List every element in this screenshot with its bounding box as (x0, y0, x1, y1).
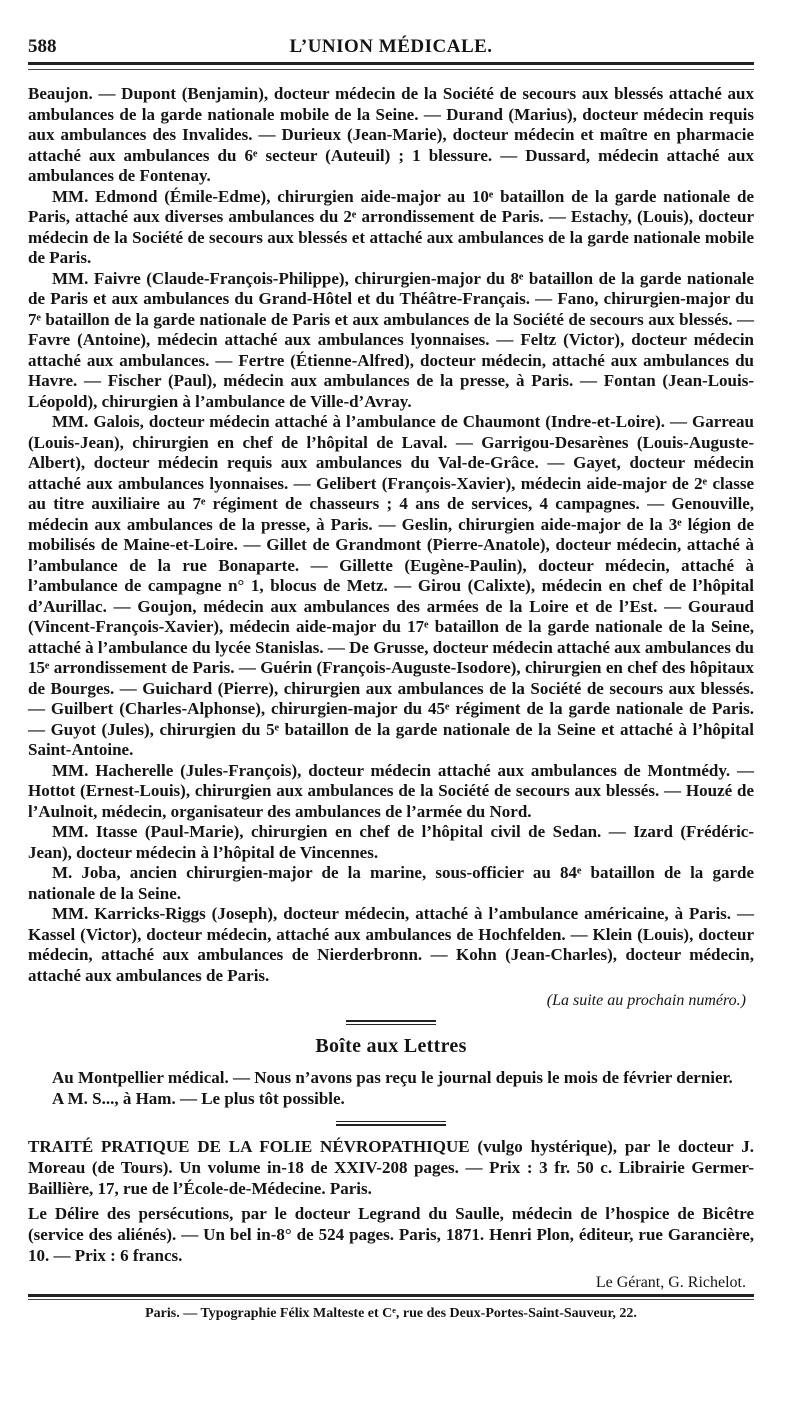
letters-section (28, 1068, 754, 1109)
running-header (28, 28, 754, 62)
letter-reply-1: Au Montpellier médical. — Nous n’avons pas reçu le journal depuis le mois de février dernier. (52, 1068, 733, 1087)
paragraph-j: M. Joba, ancien chirurgien-major de la marine, sous-officier au 84ᵉ bataillon de la garde nationale de la Seine. (28, 863, 754, 903)
paragraph-d: Beaujon. — Dupont (Benjamin), docteur médecin de la Société de secours aux blessés attaché aux ambulances de la garde nationale mobile de la Seine. — Durand (Marius), docteur médecin requis aux ambulances des Invalides. — Durieux (Jean-Marie), docteur médecin et maître en pharmacie attaché aux ambulances du 6ᵉ secteur (Auteuil) ; 1 blessure. — Dussard, médecin attaché aux ambulances de Fontenay. (28, 84, 754, 185)
bibliography (28, 1136, 754, 1266)
paragraph-h: MM. Hacherelle (Jules-François), docteur médecin attaché aux ambulances de Montmédy. — Hottot (Ernest-Louis), chirurgien aux ambulances de la Société de secours aux blessés. — Houzé de l’Aulnoit, médecin, organisateur des ambulances de l’armée du Nord. (28, 760, 754, 821)
printer-imprint: Paris. — Typographie Félix Malteste et Cᵉ, rue des Deux-Portes-Saint-Sauveur, 22. (145, 1306, 637, 1321)
paragraph-i: MM. Itasse (Paul-Marie), chirurgien en chef de l’hôpital civil de Sedan. — Izard (Frédéric-Jean), docteur médecin à l’hôpital de Vincennes. (28, 822, 754, 862)
paragraph-f: MM. Faivre (Claude-François-Philippe), chirurgien-major du 8ᵉ bataillon de la garde nationale de Paris et aux ambulances du Grand-Hôtel et du Théâtre-Français. — Fano, chirurgien-major du 7ᵉ bataillon de la garde nationale de Paris et aux ambulances de la Société de secours aux blessés. — Favre (Antoine), médecin attaché aux ambulances lyonnaises. — Feltz (Victor), docteur médecin attaché aux ambulances. — Fertre (Étienne-Alfred), docteur médecin, attaché aux ambulances du Havre. — Fischer (Paul), médecin aux ambulances de la presse, à Paris. — Fontan (Jean-Louis-Léopold), chirurgien à l’ambulance de Ville-d’Avray. (28, 268, 754, 411)
journal-title: L’UNION MÉDICALE. (289, 36, 493, 57)
article-body (28, 84, 754, 986)
section-separator-2 (336, 1121, 446, 1126)
paragraph-k: MM. Karricks-Riggs (Joseph), docteur médecin, attaché à l’ambulance américaine, à Paris. — Kassel (Victor), docteur médecin, attaché aux ambulances de Hochfelden. — Klein (Louis), docteur médecin, attaché aux ambulances de Nierderbronn. — Kohn (Jean-Charles), docteur médecin, attaché aux ambulances de Paris. (28, 904, 754, 985)
page-number: 588 (28, 36, 57, 57)
letter-reply-2: A M. S..., à Ham. — Le plus tôt possible. (52, 1088, 345, 1108)
continued-note: (La suite au prochain numéro.) (546, 992, 746, 1009)
section-separator (346, 1020, 436, 1025)
footer-rule (28, 1294, 754, 1297)
book-notice-2: Le Délire des persécutions, par le docteur Legrand du Saulle, médecin de l’hospice de Bicêtre (service des aliénés). — Un bel in-8° de 524 pages. Paris, 1871. Henri Plon, éditeur, rue Garancière, 10. — Prix : 6 francs. (28, 1204, 754, 1265)
book-notice-1: TRAITÉ PRATIQUE DE LA FOLIE NÉVROPATHIQUE (vulgo hystérique), par le docteur J. Moreau (de Tours). Un volume in-18 de XXIV-208 pages. — Prix : 3 fr. 50 c. Librairie Germer-Baillière, 17, rue de l’École-de-Médecine. Paris. (28, 1137, 754, 1198)
section-title: Boîte aux Lettres (315, 1035, 467, 1057)
header-rule (28, 62, 754, 65)
header-rule-thin (28, 69, 754, 70)
paragraph-g: MM. Galois, docteur médecin attaché à l’ambulance de Chaumont (Indre-et-Loire). — Garreau (Louis-Jean), chirurgien en chef de l’hôpital de Laval. — Garrigou-Desarènes (Louis-Auguste-Albert), docteur médecin requis aux ambulances du Val-de-Grâce. — Gayet, docteur médecin attaché aux ambulances lyonnaises. — Gelibert (François-Xavier), médecin aide-major de 2ᵉ classe au titre auxiliaire au 7ᵉ régiment de chasseurs ; 4 ans de services, 4 campagnes. — Genouville, médecin aux ambulances de la presse, à Paris. — Geslin, chirurgien aide-major de la 3ᵉ légion de mobilisés de Maine-et-Loire. — Gillet de Grandmont (Pierre-Anatole), docteur médecin, attaché à l’ambulance de la rue Bonaparte. — Gillette (Eugène-Paulin), docteur médecin, attaché à l’ambulance de campagne n° 1, blocus de Metz. — Girou (Calixte), médecin en chef de l’hôpital d’Aurillac. — Goujon, médecin aux ambulances des armées de la Loire et de l’Est. — Gouraud (Vincent-François-Xavier), médecin aide-major du 17ᵉ bataillon de la garde nationale de la Seine, attaché à l’ambulance du lycée Stanislas. — De Grusse, docteur médecin attaché aux ambulances du 15ᵉ arrondissement de Paris. — Guérin (François-Auguste-Isodore), chirurgien en chef des hôpitaux de Bourges. — Guichard (Pierre), chirurgien aux ambulances de la Société de secours aux blessés. — Guilbert (Charles-Alphonse), chirurgien-major du 45ᵉ régiment de la garde nationale de Paris. — Guyot (Jules), chirurgien du 5ᵉ bataillon de la garde nationale de la Seine et attaché à l’hôpital Saint-Antoine. (28, 412, 754, 759)
paragraph-e: MM. Edmond (Émile-Edme), chirurgien aide-major au 10ᵉ bataillon de la garde nationale de Paris, attaché aux diverses ambulances du 2ᵉ arrondissement de Paris. — Estachy, (Louis), docteur médecin de la Société de secours aux blessés et attaché aux ambulances de la garde nationale mobile de Paris. (28, 186, 754, 267)
manager-signature: Le Gérant, G. Richelot. (595, 1274, 746, 1291)
footer-rule-thin (28, 1299, 754, 1300)
